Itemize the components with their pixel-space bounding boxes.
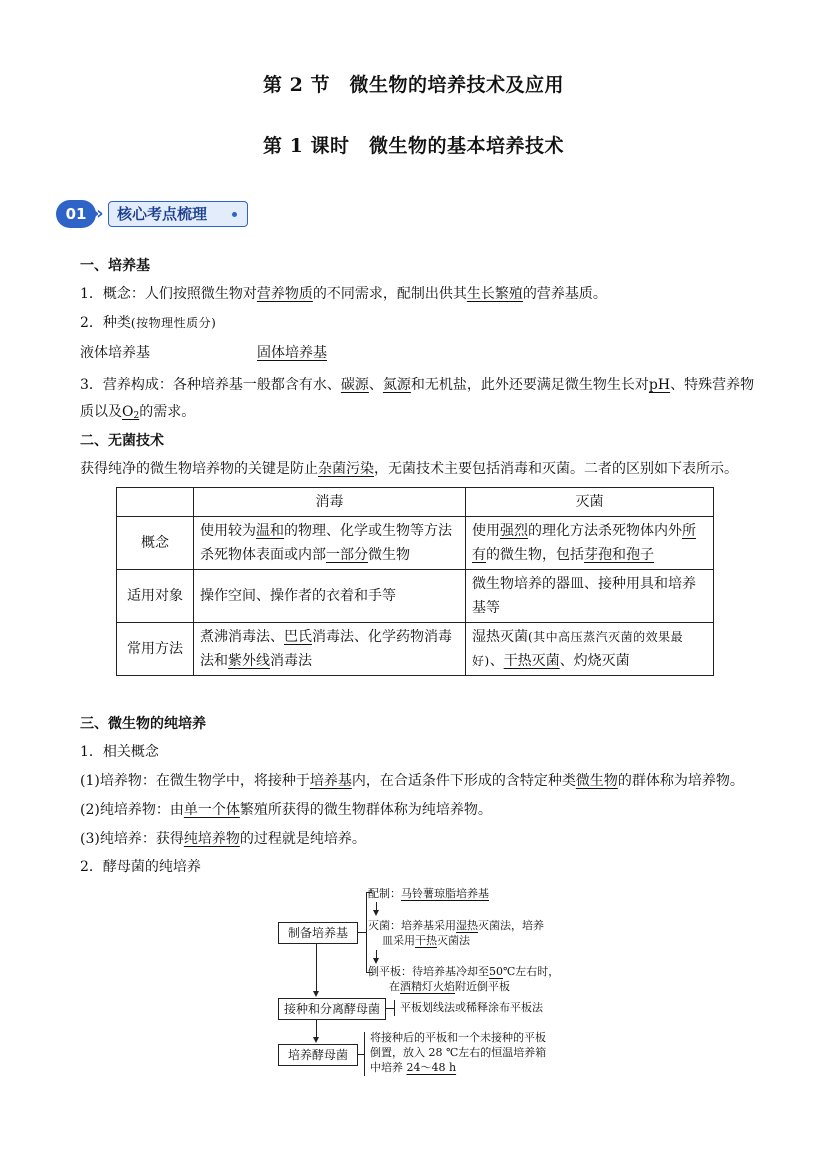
badge-number: 01 xyxy=(56,200,96,228)
flow-step-pour: 倒平板：待培养基冷却至50℃左右时， 在酒精灯火焰附近倒平板 xyxy=(368,965,560,993)
section-title: 第 2 节 微生物的培养技术及应用 xyxy=(263,74,564,96)
connector-line xyxy=(316,1020,317,1038)
definition-pure-culture-material: (2)纯培养物：由单一个体繁殖所获得的微生物群体称为纯培养物。 xyxy=(80,802,492,818)
row-label-concept: 概念 xyxy=(117,517,194,570)
table-row xyxy=(117,623,714,676)
flow-step-sterilize: 灭菌：培养基采用湿热灭菌法，培养 皿采用干热灭菌法 xyxy=(368,919,544,947)
comparison-table xyxy=(116,487,714,676)
heading-pure-culture: 三、微生物的纯培养 xyxy=(80,716,206,732)
brace-line xyxy=(364,1032,365,1076)
flow-step-inoculate-method: 平板划线法或稀释涂布平板法 xyxy=(400,1001,543,1014)
connector-line xyxy=(316,944,317,992)
nutrition-line: 3．营养构成：各种培养基一般都含有水、碳源、氮源和无机盐，此外还要满足微生物生长对pH、特殊营养物 xyxy=(80,377,755,393)
flow-step-prepare: 配制：马铃薯琼脂培养基 xyxy=(368,887,489,900)
cell-concept-disinfect: 使用较为温和的物理、化学或生物等方法 杀死物体表面或内部一部分微生物 xyxy=(194,517,466,570)
yeast-flow-diagram xyxy=(270,880,590,1080)
cell-concept-sterilize: 使用强烈的理化方法杀死物体内外所 有的微生物，包括芽孢和孢子 xyxy=(466,517,714,570)
table-header-sterilize: 灭菌 xyxy=(466,488,714,517)
section-badge xyxy=(56,200,242,228)
subheading-yeast: 2．酵母菌的纯培养 xyxy=(80,859,201,875)
brace-line xyxy=(358,932,366,933)
cell-object-disinfect: 操作空间、操作者的衣着和手等 xyxy=(194,570,466,623)
brace-line xyxy=(366,892,367,972)
definition-pure-culture: (3)纯培养：获得纯培养物的过程就是纯培养。 xyxy=(80,831,366,847)
flow-box-cultivate: 培养酵母菌 xyxy=(278,1044,358,1066)
cell-object-sterilize: 微生物培养的器皿、接种用具和培养 基等 xyxy=(466,570,714,623)
lesson-title: 第 1 课时 微生物的基本培养技术 xyxy=(263,135,564,157)
flow-box-inoculate: 接种和分离酵母菌 xyxy=(278,998,386,1020)
heading-aseptic: 二、无菌技术 xyxy=(80,433,164,449)
cell-method-disinfect: 煮沸消毒法、巴氏消毒法、化学药物消毒 法和紫外线消毒法 xyxy=(194,623,466,676)
arrow-down-icon xyxy=(313,991,319,997)
row-label-method: 常用方法 xyxy=(117,623,194,676)
subheading-concepts: 1．相关概念 xyxy=(80,744,159,760)
definition-culture: (1)培养物：在微生物学中，将接种于培养基内，在合适条件下形成的含特定种类微生物的群体称为培养物。 xyxy=(80,773,744,789)
badge-label xyxy=(108,201,248,227)
type-liquid: 液体培养基 xyxy=(80,345,150,361)
badge-label-text: 核心考点梳理 xyxy=(117,205,208,223)
arrow-down-icon xyxy=(313,1037,319,1043)
arrow-down-icon xyxy=(373,910,379,916)
brace-line xyxy=(394,1000,395,1016)
aseptic-intro: 获得纯净的微生物培养物的关键是防止杂菌污染，无菌技术主要包括消毒和灭菌。二者的区别如下表所示。 xyxy=(80,461,738,477)
cell-method-sterilize: 湿热灭菌(其中高压蒸汽灭菌的效果最好)、干热灭菌、灼烧灭菌 xyxy=(466,623,714,676)
heading-culture-medium: 一、培养基 xyxy=(80,258,150,274)
flow-step-cultivate: 将接种后的平板和一个未接种的平板 倒置，放入 28 ℃左右的恒温培养箱 中培养 24～48 h xyxy=(370,1031,547,1074)
dot-icon xyxy=(232,212,237,217)
table-row xyxy=(117,570,714,623)
nutrition-line-2: 质以及$O_2$的需求。 xyxy=(80,404,196,421)
flow-box-prepare: 制备培养基 xyxy=(278,922,358,944)
brace-line xyxy=(386,1008,394,1009)
row-label-object: 适用对象 xyxy=(117,570,194,623)
concept-line: 1．概念：人们按照微生物对营养物质的不同需求，配制出供其生长繁殖的营养基质。 xyxy=(80,286,607,302)
table-header-row xyxy=(117,488,714,517)
table-row xyxy=(117,517,714,570)
type-solid: 固体培养基 xyxy=(257,345,327,361)
table-cell-empty xyxy=(117,488,194,517)
types-line: 2．种类(按物理性质分) xyxy=(80,315,217,331)
chevron-right-icon: » xyxy=(92,203,104,224)
table-header-disinfect: 消毒 xyxy=(194,488,466,517)
